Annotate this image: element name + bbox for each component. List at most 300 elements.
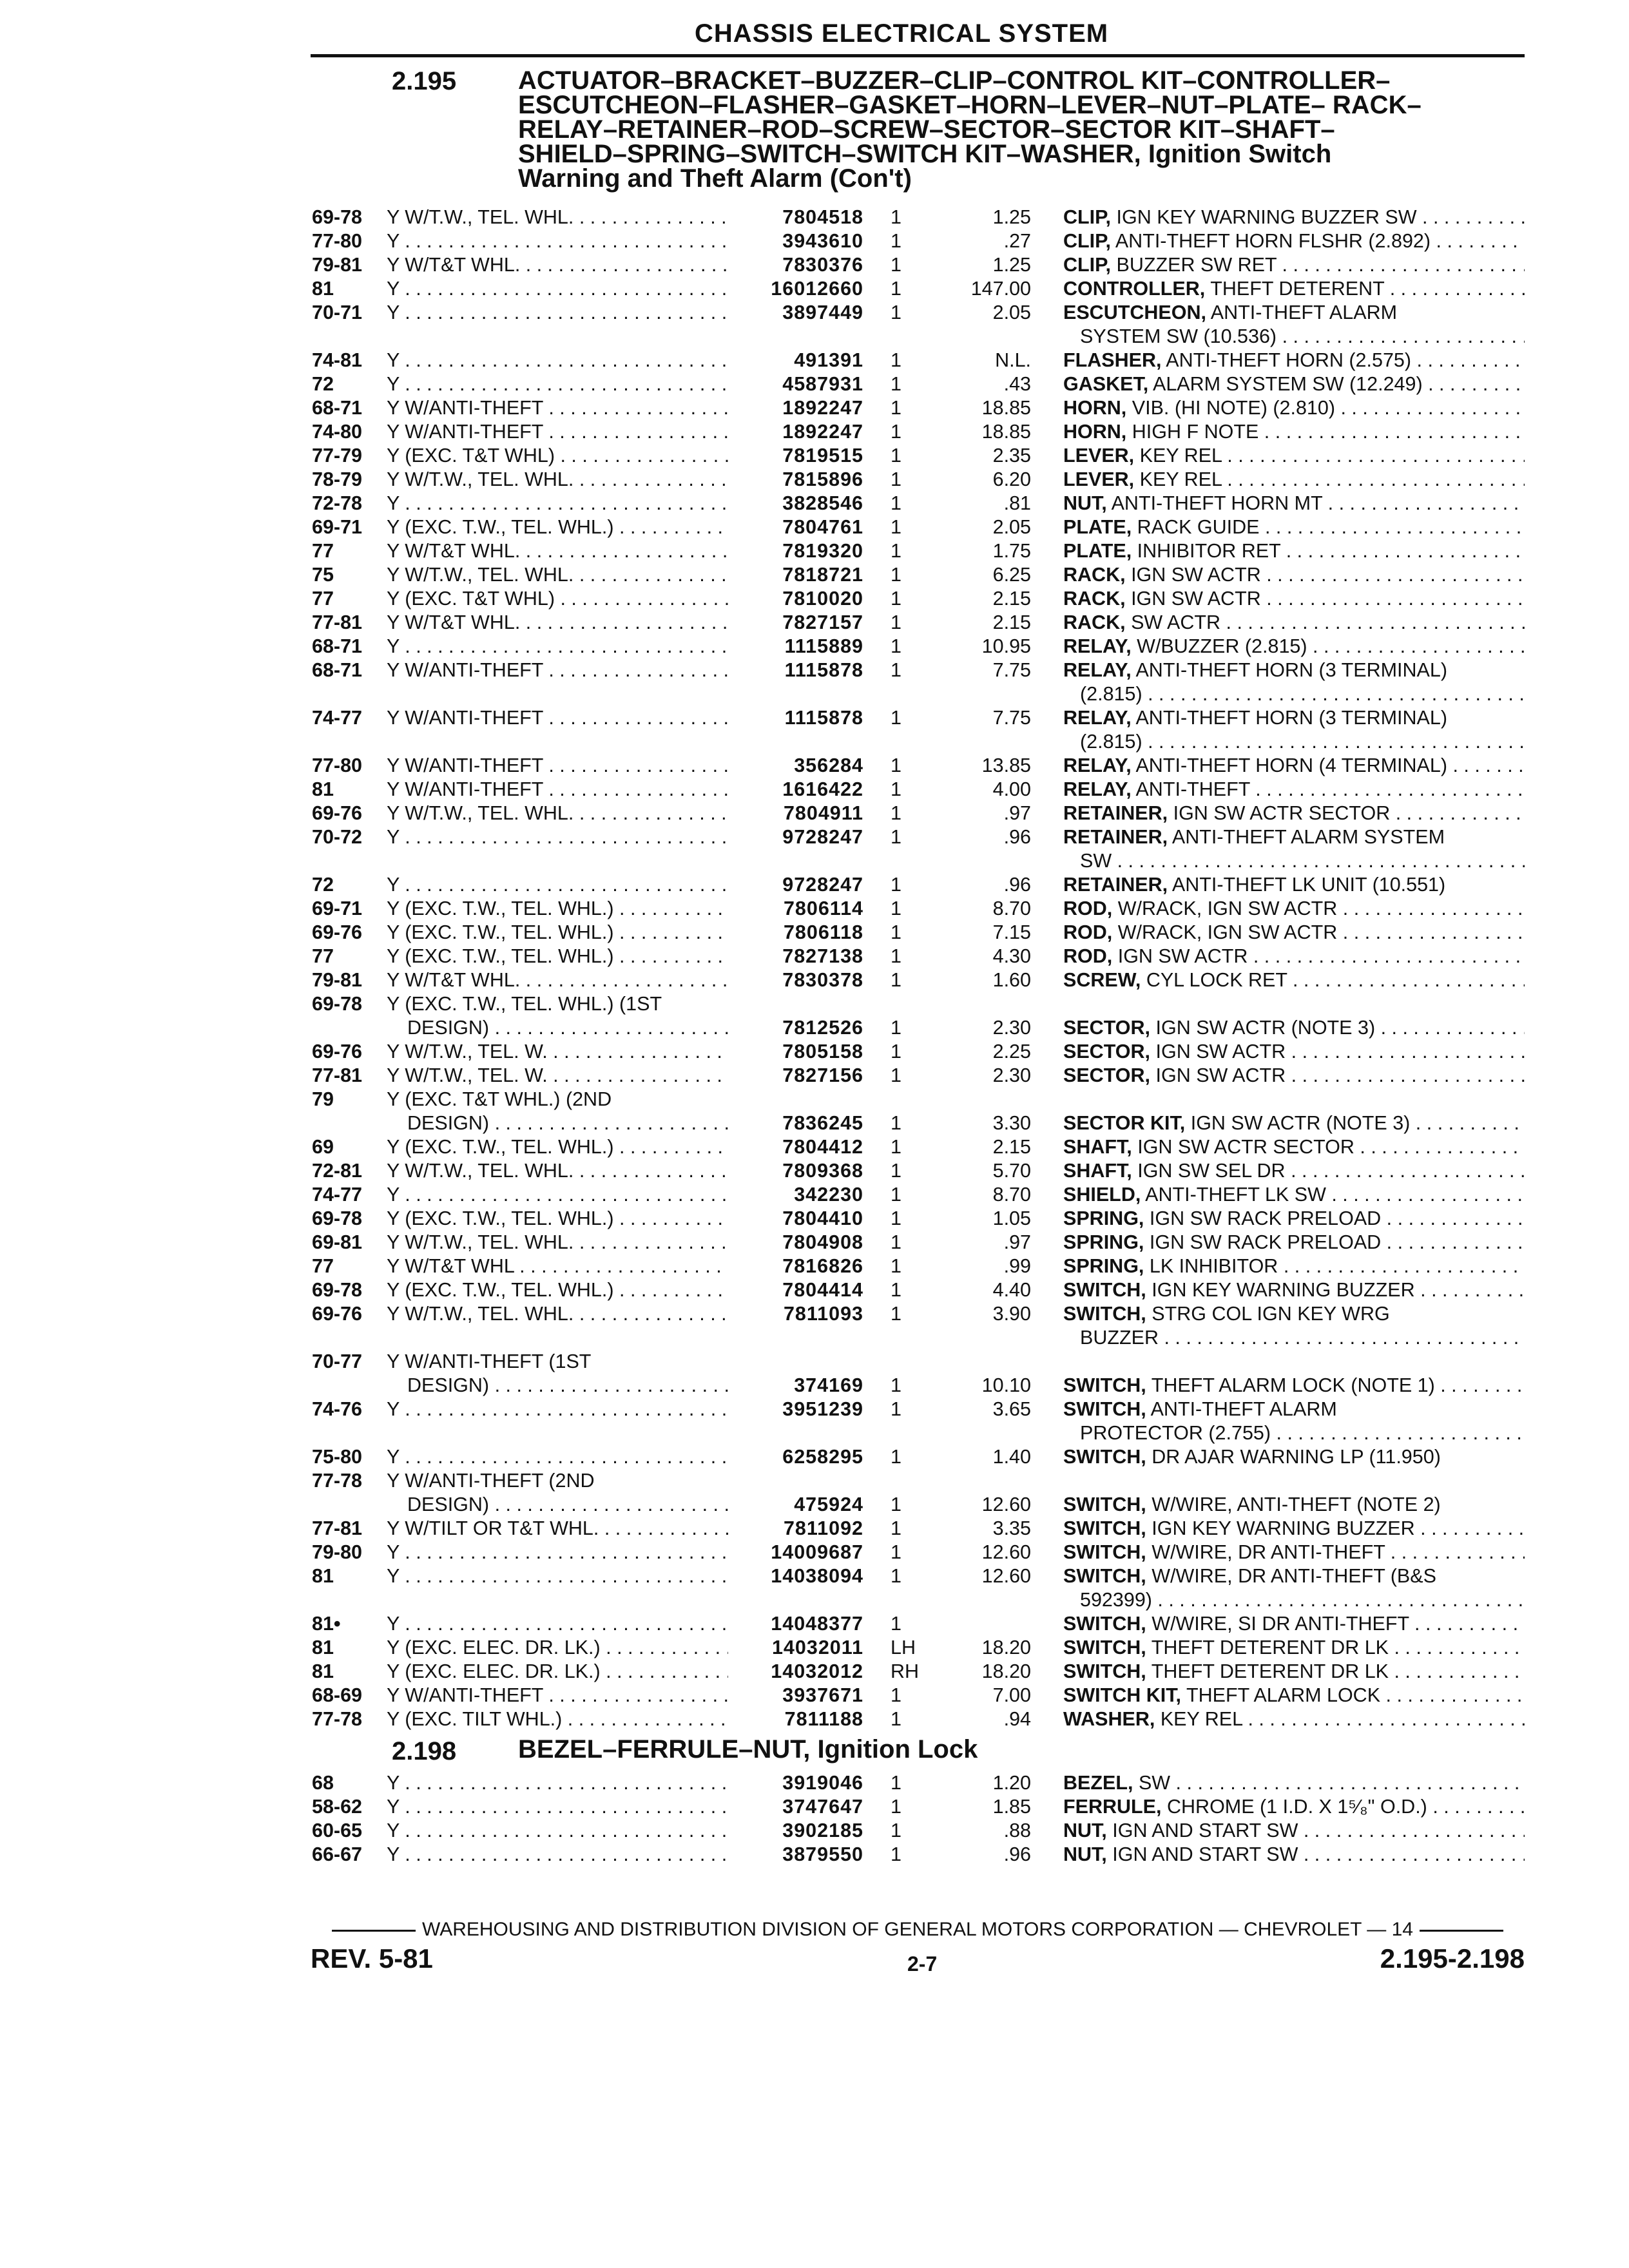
description <box>1063 302 1525 324</box>
year-range: 68-71 <box>312 397 363 419</box>
part-name: SECTOR, <box>1063 1064 1151 1086</box>
year-range: 69-78 <box>312 993 363 1015</box>
quantity: 1 <box>891 1136 901 1158</box>
quantity: 1 <box>891 921 901 943</box>
price: .27 <box>1003 230 1031 252</box>
year-range: 70-71 <box>312 302 363 323</box>
quantity: 1 <box>891 421 901 443</box>
quantity: 1 <box>891 1517 901 1539</box>
description <box>1063 564 1525 586</box>
year-range: 74-76 <box>312 1398 363 1420</box>
part-name: SCREW, <box>1063 969 1141 991</box>
application: Y W/ANTI-THEFT . . . <box>387 707 728 729</box>
price: .97 <box>1003 1231 1031 1253</box>
quantity: 1 <box>891 588 901 610</box>
part-description: IGN SW SEL DR <box>1137 1160 1286 1182</box>
part-number: 3897449 <box>782 302 863 323</box>
part-description: RACK GUIDE <box>1137 516 1260 538</box>
price: .97 <box>1003 802 1031 824</box>
year-range: 77-81 <box>312 1064 363 1086</box>
price: 1.40 <box>992 1446 1031 1468</box>
quantity: 1 <box>891 1398 901 1420</box>
section-title: BEZEL–FERRULE–NUT, Ignition Lock <box>518 1735 978 1763</box>
part-name: PLATE, <box>1063 516 1132 538</box>
quantity: 1 <box>891 1184 901 1206</box>
part-name: RELAY, <box>1063 754 1132 776</box>
year-range: 69-78 <box>312 1207 363 1229</box>
part-number: 7809368 <box>782 1160 863 1182</box>
price: 7.15 <box>992 921 1031 943</box>
part-description: ANTI-THEFT HORN (4 TERMINAL) <box>1135 754 1447 776</box>
part-number: 3919046 <box>782 1772 863 1794</box>
description <box>1063 754 1525 777</box>
description-continued: (2.815) . . . <box>1080 683 1525 706</box>
description <box>1063 659 1525 682</box>
part-number: 6258295 <box>782 1446 863 1468</box>
price: 6.25 <box>992 564 1031 586</box>
section-title <box>518 68 1510 191</box>
year-range: 79 <box>312 1088 334 1110</box>
year-range: 69-78 <box>312 206 363 228</box>
part-description: ANTI-THEFT HORN FLSHR (2.892) <box>1115 230 1431 252</box>
application: Y W/T.W., TEL. WHL. . . . <box>387 468 728 491</box>
year-range: 66-67 <box>312 1843 363 1865</box>
quantity: 1 <box>891 1279 901 1301</box>
year-range: 77 <box>312 1255 334 1277</box>
application: Y W/ANTI-THEFT . . . <box>387 421 728 443</box>
year-range: 69-78 <box>312 1279 363 1301</box>
price: .94 <box>1003 1708 1031 1730</box>
application: Y . . . <box>387 635 728 658</box>
part-name: SWITCH, <box>1063 1660 1146 1682</box>
part-number: 9728247 <box>782 874 863 896</box>
application: Y . . . <box>387 302 728 324</box>
price: 3.30 <box>992 1112 1031 1134</box>
part-name: SPRING, <box>1063 1231 1144 1253</box>
part-name: CONTROLLER, <box>1063 278 1206 300</box>
quantity: 1 <box>891 302 901 323</box>
section-title-line: Warning and Theft Alarm (Con't) <box>518 164 912 193</box>
quantity: 1 <box>891 206 901 228</box>
application: Y . . . <box>387 349 728 372</box>
part-description: IGN SW RACK PRELOAD <box>1149 1207 1382 1229</box>
price: 2.15 <box>992 588 1031 610</box>
part-description: CYL LOCK RET <box>1146 969 1287 991</box>
application: Y W/T&T WHL. . . . <box>387 611 728 634</box>
part-description: IGN SW ACTR (NOTE 3) <box>1155 1017 1376 1039</box>
application: Y W/ANTI-THEFT . . . <box>387 754 728 777</box>
part-number: 1115878 <box>784 659 863 681</box>
description <box>1063 1184 1525 1206</box>
quantity: 1 <box>891 1064 901 1086</box>
part-name: SHAFT, <box>1063 1136 1132 1158</box>
quantity: 1 <box>891 1772 901 1794</box>
description-continued: SW . . . <box>1080 850 1525 872</box>
price: 6.20 <box>992 468 1031 490</box>
application: Y W/ANTI-THEFT (2ND <box>387 1470 595 1492</box>
quantity: 1 <box>891 898 901 919</box>
description-continued: BUZZER . . . <box>1080 1327 1525 1349</box>
year-range: 81 <box>312 1565 334 1587</box>
application: Y W/T.W., TEL. W. . . . <box>387 1064 728 1087</box>
description <box>1063 1303 1525 1325</box>
year-range: 69 <box>312 1136 334 1158</box>
revision-label: REV. 5-81 <box>311 1943 433 1974</box>
year-range: 72-81 <box>312 1160 363 1182</box>
price: 2.05 <box>992 302 1031 323</box>
description <box>1063 802 1525 825</box>
quantity: LH <box>891 1637 916 1658</box>
year-range: 69-76 <box>312 1041 363 1062</box>
application: Y W/T.W., TEL. WHL. . . . <box>387 1160 728 1182</box>
part-description: IGN AND START SW <box>1112 1820 1298 1841</box>
year-range: 77 <box>312 588 334 610</box>
year-range: 60-65 <box>312 1820 363 1841</box>
part-number: 7819320 <box>782 540 863 562</box>
application: Y (EXC. T.W., TEL. WHL.) . . . <box>387 516 728 539</box>
application: Y (EXC. T.W., TEL. WHL.) . . . <box>387 898 728 920</box>
part-description: ANTI-THEFT ALARM <box>1210 302 1398 323</box>
description <box>1063 397 1525 419</box>
description <box>1063 1398 1525 1421</box>
price: .99 <box>1003 1255 1031 1277</box>
description <box>1063 492 1525 515</box>
application: Y . . . <box>387 1843 728 1866</box>
part-name: SWITCH, <box>1063 1517 1146 1539</box>
part-description: IGN SW ACTR <box>1155 1064 1286 1086</box>
price: 3.35 <box>992 1517 1031 1539</box>
price: 7.75 <box>992 707 1031 729</box>
application: Y (EXC. T&T WHL) . . . <box>387 445 728 467</box>
section-number: 2.198 <box>392 1737 457 1765</box>
part-name: CLIP, <box>1063 206 1112 228</box>
year-range: 75-80 <box>312 1446 363 1468</box>
quantity: 1 <box>891 1017 901 1039</box>
quantity: 1 <box>891 1494 901 1515</box>
part-name: NUT, <box>1063 492 1107 514</box>
price: 10.95 <box>981 635 1031 657</box>
part-number: 7810020 <box>782 588 863 610</box>
part-name: CLIP, <box>1063 230 1112 252</box>
part-description: THEFT DETERENT DR LK <box>1151 1637 1389 1658</box>
part-description: ANTI-THEFT ALARM SYSTEM <box>1171 826 1445 848</box>
application: Y (EXC. T.W., TEL. WHL.) (1ST <box>387 993 662 1015</box>
application: Y (EXC. T.W., TEL. WHL.) . . . <box>387 1279 728 1302</box>
description <box>1063 1136 1525 1158</box>
price: 10.10 <box>981 1374 1031 1396</box>
part-number: 7805158 <box>782 1041 863 1062</box>
quantity: 1 <box>891 397 901 419</box>
part-description: ALARM SYSTEM SW (12.249) <box>1152 373 1423 395</box>
description <box>1063 921 1525 944</box>
part-name: SWITCH, <box>1063 1541 1146 1563</box>
year-range: 69-71 <box>312 898 363 919</box>
quantity: 1 <box>891 1303 901 1325</box>
year-range: 68 <box>312 1772 334 1794</box>
price: .81 <box>1003 492 1031 514</box>
price: 8.70 <box>992 898 1031 919</box>
description-continued: SYSTEM SW (10.536) . . . <box>1080 325 1525 348</box>
price: 12.60 <box>981 1541 1031 1563</box>
year-range: 68-69 <box>312 1684 363 1706</box>
part-name: SWITCH, <box>1063 1565 1146 1587</box>
application: Y . . . <box>387 1613 728 1635</box>
part-description: ANTI-THEFT HORN MT <box>1111 492 1323 514</box>
part-number: 7830376 <box>782 254 863 276</box>
price: 18.85 <box>981 421 1031 443</box>
part-name: RETAINER, <box>1063 826 1168 848</box>
part-number: 1892247 <box>782 421 863 443</box>
part-number: 3943610 <box>782 230 863 252</box>
part-number: 7806114 <box>783 898 863 919</box>
section-title-line: RELAY–RETAINER–ROD–SCREW–SECTOR–SECTOR KIT–SHAFT– <box>518 115 1335 144</box>
part-name: CLIP, <box>1063 254 1112 276</box>
year-range: 72-78 <box>312 492 363 514</box>
part-name: SHAFT, <box>1063 1160 1132 1182</box>
description <box>1063 1843 1525 1866</box>
quantity: 1 <box>891 1446 901 1468</box>
price: 4.00 <box>992 778 1031 800</box>
part-name: RACK, <box>1063 588 1126 610</box>
year-range: 77-78 <box>312 1708 363 1730</box>
description-continued: 592399) . . . <box>1080 1589 1525 1611</box>
application: Y (EXC. T&T WHL.) (2ND <box>387 1088 612 1110</box>
part-name: SWITCH, <box>1063 1398 1146 1420</box>
section-range: 2.195-2.198 <box>1380 1943 1525 1974</box>
part-description: IGN SW ACTR SECTOR <box>1137 1136 1354 1158</box>
price: 1.20 <box>992 1772 1031 1794</box>
application: Y W/T&T WHL . . . <box>387 1255 728 1278</box>
price: 1.25 <box>992 254 1031 276</box>
part-description: SW ACTR <box>1131 611 1221 633</box>
part-number: 7815896 <box>782 468 863 490</box>
part-name: RELAY, <box>1063 659 1132 681</box>
year-range: 79-80 <box>312 1541 363 1563</box>
application: Y W/T&T WHL. . . . <box>387 254 728 276</box>
description <box>1063 1660 1525 1683</box>
part-number: 3937671 <box>782 1684 863 1706</box>
description <box>1063 468 1525 491</box>
price: 1.05 <box>992 1207 1031 1229</box>
price: .96 <box>1003 1843 1031 1865</box>
part-name: SPRING, <box>1063 1207 1144 1229</box>
application: Y W/T.W., TEL. WHL. . . . <box>387 206 728 229</box>
year-range: 70-77 <box>312 1350 363 1372</box>
year-range: 78-79 <box>312 468 363 490</box>
description <box>1063 778 1525 801</box>
price: 18.85 <box>981 397 1031 419</box>
application: Y (EXC. ELEC. DR. LK.) . . . <box>387 1637 728 1659</box>
header-rule <box>311 54 1525 57</box>
description <box>1063 1112 1525 1135</box>
part-number: 7804911 <box>783 802 863 824</box>
part-description: DR AJAR WARNING LP (11.950) <box>1152 1446 1441 1468</box>
part-number: 7806118 <box>783 921 863 943</box>
description <box>1063 1565 1525 1588</box>
quantity: 1 <box>891 778 901 800</box>
quantity: 1 <box>891 1255 901 1277</box>
part-description: IGN SW RACK PRELOAD <box>1149 1231 1382 1253</box>
footer-line <box>311 1919 1525 1941</box>
part-name: RETAINER, <box>1063 874 1168 896</box>
quantity: 1 <box>891 826 901 848</box>
part-name: NUT, <box>1063 1820 1107 1841</box>
part-description: ANTI-THEFT ALARM <box>1150 1398 1337 1420</box>
year-range: 77 <box>312 540 334 562</box>
price: 13.85 <box>981 754 1031 776</box>
description <box>1063 1708 1525 1731</box>
description <box>1063 611 1525 634</box>
quantity: 1 <box>891 707 901 729</box>
part-description: IGN SW ACTR (NOTE 3) <box>1190 1112 1411 1134</box>
price: 1.60 <box>992 969 1031 991</box>
part-name: RACK, <box>1063 564 1126 586</box>
part-name: SECTOR KIT, <box>1063 1112 1186 1134</box>
part-name: SPRING, <box>1063 1255 1144 1277</box>
application: Y . . . <box>387 1565 728 1588</box>
year-range: 72 <box>312 373 334 395</box>
quantity: RH <box>891 1660 920 1682</box>
quantity: 1 <box>891 969 901 991</box>
price: 2.35 <box>992 445 1031 466</box>
part-name: SHIELD, <box>1063 1184 1141 1206</box>
part-description: W/WIRE, ANTI-THEFT (NOTE 2) <box>1152 1494 1441 1515</box>
application: Y W/T.W., TEL. WHL. . . . <box>387 1303 728 1325</box>
description <box>1063 898 1525 920</box>
application: Y . . . <box>387 874 728 896</box>
description <box>1063 874 1525 896</box>
description <box>1063 1613 1525 1635</box>
year-range: 79-81 <box>312 969 363 991</box>
year-range: 69-76 <box>312 1303 363 1325</box>
part-number: 4587931 <box>782 373 863 395</box>
part-name: SECTOR, <box>1063 1017 1151 1039</box>
application: Y (EXC. T.W., TEL. WHL.) . . . <box>387 1207 728 1230</box>
year-range: 77-79 <box>312 445 363 466</box>
quantity: 1 <box>891 874 901 896</box>
part-description: BUZZER SW RET <box>1116 254 1277 276</box>
price: 7.00 <box>992 1684 1031 1706</box>
part-description: W/BUZZER (2.815) <box>1137 635 1307 657</box>
part-description: IGN KEY WARNING BUZZER SW <box>1116 206 1417 228</box>
part-description: THEFT ALARM LOCK <box>1186 1684 1381 1706</box>
application: Y . . . <box>387 492 728 515</box>
quantity: 1 <box>891 1843 901 1865</box>
application: Y . . . <box>387 1446 728 1468</box>
part-number: 475924 <box>794 1494 863 1515</box>
application: Y W/T&T WHL. . . . <box>387 540 728 562</box>
quantity: 1 <box>891 445 901 466</box>
part-description: SW <box>1138 1772 1171 1794</box>
description <box>1063 969 1525 992</box>
part-number: 1892247 <box>782 397 863 419</box>
part-name: ROD, <box>1063 898 1113 919</box>
application: Y . . . <box>387 373 728 396</box>
description <box>1063 254 1525 276</box>
quantity: 1 <box>891 1708 901 1730</box>
part-name: PLATE, <box>1063 540 1132 562</box>
part-description: IGN SW ACTR <box>1155 1041 1286 1062</box>
application: Y W/T.W., TEL. WHL. . . . <box>387 802 728 825</box>
application: Y (EXC. T.W., TEL. WHL.) . . . <box>387 1136 728 1158</box>
year-range: 77-81 <box>312 611 363 633</box>
application: Y . . . <box>387 1398 728 1421</box>
part-description: ANTI-THEFT HORN (3 TERMINAL) <box>1135 707 1447 729</box>
part-number: 7827138 <box>782 945 863 967</box>
description <box>1063 1160 1525 1182</box>
application: Y W/ANTI-THEFT . . . <box>387 659 728 682</box>
part-number: 7804412 <box>782 1136 863 1158</box>
part-description: IGN SW ACTR <box>1117 945 1248 967</box>
part-description: ANTI-THEFT LK UNIT (10.551) <box>1171 874 1446 896</box>
part-description: KEY REL <box>1139 468 1222 490</box>
quantity: 1 <box>891 278 901 300</box>
application: Y W/ANTI-THEFT . . . <box>387 778 728 801</box>
description <box>1063 1796 1525 1818</box>
part-number: 14048377 <box>771 1613 863 1635</box>
description <box>1063 1041 1525 1063</box>
part-name: HORN, <box>1063 397 1127 419</box>
application: Y W/TILT OR T&T WHL. . . . <box>387 1517 728 1540</box>
part-number: 14032011 <box>771 1637 863 1658</box>
year-range: 69-71 <box>312 516 363 538</box>
quantity: 1 <box>891 564 901 586</box>
part-number: 7804908 <box>782 1231 863 1253</box>
part-description: HIGH F NOTE <box>1132 421 1259 443</box>
application: Y (EXC. TILT WHL.) . . . <box>387 1708 728 1731</box>
part-description: LK INHIBITOR <box>1149 1255 1278 1277</box>
part-description: INHIBITOR RET <box>1137 540 1281 562</box>
part-name: LEVER, <box>1063 468 1135 490</box>
part-number: 1115878 <box>784 707 863 729</box>
year-range: 68-71 <box>312 659 363 681</box>
application: Y W/T.W., TEL. WHL. . . . <box>387 564 728 586</box>
section-title-line: ACTUATOR–BRACKET–BUZZER–CLIP–CONTROL KIT–CONTROLLER– <box>518 66 1391 95</box>
price: 2.30 <box>992 1017 1031 1039</box>
price: 1.25 <box>992 206 1031 228</box>
price: N.L. <box>995 349 1031 371</box>
price: 12.60 <box>981 1565 1031 1587</box>
description <box>1063 540 1525 562</box>
part-number: 374169 <box>794 1374 863 1396</box>
year-range: 81• <box>312 1613 341 1635</box>
price: .43 <box>1003 373 1031 395</box>
quantity: 1 <box>891 373 901 395</box>
application: Y . . . <box>387 278 728 300</box>
year-range: 77-81 <box>312 1517 363 1539</box>
application: Y . . . <box>387 1184 728 1206</box>
year-range: 77-80 <box>312 754 363 776</box>
year-range: 58-62 <box>312 1796 363 1818</box>
price: .88 <box>1003 1820 1031 1841</box>
part-number: 1616422 <box>782 778 863 800</box>
part-name: LEVER, <box>1063 445 1135 466</box>
part-number: 3879550 <box>782 1843 863 1865</box>
part-description: IGN SW ACTR <box>1131 564 1261 586</box>
quantity: 1 <box>891 945 901 967</box>
quantity: 1 <box>891 1207 901 1229</box>
part-description: IGN SW ACTR <box>1131 588 1261 610</box>
year-range: 81 <box>312 778 334 800</box>
part-name: SECTOR, <box>1063 1041 1151 1062</box>
price: 2.25 <box>992 1041 1031 1062</box>
footer-bar <box>1420 1930 1503 1932</box>
description <box>1063 445 1525 467</box>
part-name: RACK, <box>1063 611 1126 633</box>
quantity: 1 <box>891 1565 901 1587</box>
description <box>1063 230 1525 253</box>
year-range: 77 <box>312 945 334 967</box>
